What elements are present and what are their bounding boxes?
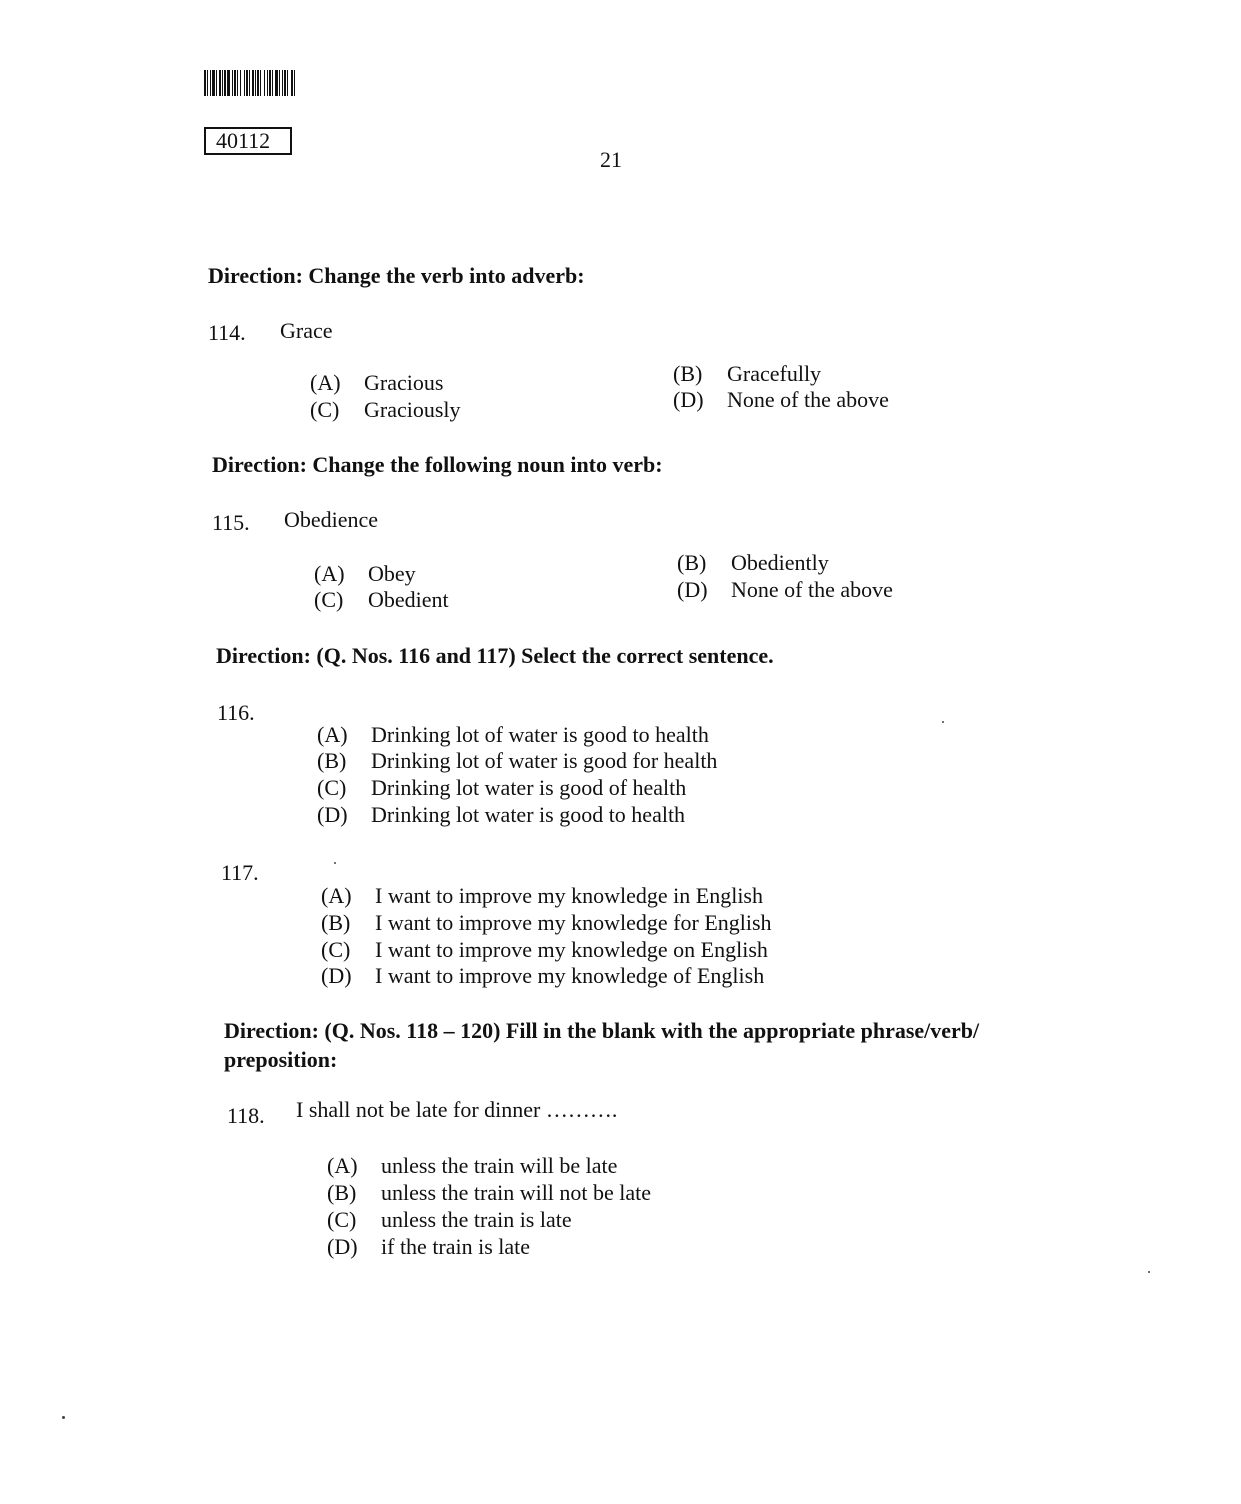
option-a bbox=[310, 370, 443, 396]
option-text: Obedient bbox=[368, 587, 449, 612]
option-text: I want to improve my knowledge for English bbox=[375, 910, 772, 935]
option-label: (B) bbox=[321, 910, 351, 935]
scan-speck bbox=[942, 721, 944, 723]
option-label: (D) bbox=[327, 1234, 358, 1259]
paper-code-box bbox=[204, 127, 292, 155]
option-a bbox=[317, 722, 709, 748]
option-label: (A) bbox=[314, 561, 345, 586]
option-text: Graciously bbox=[364, 397, 461, 422]
option-text: I want to improve my knowledge of English bbox=[375, 963, 765, 988]
option-c bbox=[314, 587, 449, 613]
barcode bbox=[204, 70, 360, 96]
direction-heading: Direction: (Q. Nos. 116 and 117) Select the correct sentence. bbox=[216, 643, 774, 668]
question-text: I shall not be late for dinner ………. bbox=[296, 1097, 618, 1122]
question-text: Obedience bbox=[284, 507, 379, 532]
option-label: (A) bbox=[327, 1153, 358, 1178]
option-d bbox=[317, 802, 685, 828]
option-a bbox=[327, 1153, 617, 1179]
question-number: 115. bbox=[212, 510, 250, 535]
option-text: Drinking lot water is good of health bbox=[371, 775, 687, 800]
option-c bbox=[310, 397, 461, 423]
page-number: 21 bbox=[600, 147, 622, 172]
option-text: I want to improve my knowledge on English bbox=[375, 937, 768, 962]
option-text: if the train is late bbox=[381, 1234, 531, 1259]
option-c bbox=[321, 937, 768, 963]
option-text: Gracious bbox=[364, 370, 444, 395]
option-label: (C) bbox=[321, 937, 351, 962]
direction-heading: Direction: Change the following noun into verb: bbox=[212, 452, 663, 477]
option-label: (C) bbox=[314, 587, 344, 612]
option-b bbox=[317, 748, 717, 774]
option-c bbox=[317, 775, 686, 801]
option-d bbox=[673, 387, 889, 413]
option-a bbox=[321, 883, 763, 909]
barcode-stripe bbox=[295, 70, 297, 96]
option-text: Obediently bbox=[731, 550, 829, 575]
option-a bbox=[314, 561, 416, 587]
option-label: (D) bbox=[321, 963, 352, 988]
option-b bbox=[321, 910, 772, 936]
question-text: Grace bbox=[280, 318, 333, 343]
option-text: None of the above bbox=[727, 387, 889, 412]
option-text: Drinking lot of water is good to health bbox=[371, 722, 709, 747]
option-text: Drinking lot water is good to health bbox=[371, 802, 686, 827]
option-text: None of the above bbox=[731, 577, 893, 602]
option-text: unless the train will not be late bbox=[381, 1180, 652, 1205]
scan-speck bbox=[334, 862, 336, 864]
option-label: (C) bbox=[310, 397, 340, 422]
option-label: (C) bbox=[327, 1207, 357, 1232]
direction-heading: Direction: Change the verb into adverb: bbox=[208, 263, 585, 288]
option-b bbox=[677, 550, 829, 576]
option-label: (A) bbox=[310, 370, 341, 395]
option-label: (B) bbox=[317, 748, 347, 773]
direction-heading-continued: preposition: bbox=[224, 1047, 338, 1072]
direction-heading: Direction: (Q. Nos. 118 – 120) Fill in the blank with the appropriate phrase/verb/ bbox=[224, 1018, 980, 1043]
question-number: 114. bbox=[208, 320, 246, 345]
option-label: (B) bbox=[673, 361, 703, 386]
option-label: (C) bbox=[317, 775, 347, 800]
option-b bbox=[327, 1180, 651, 1206]
option-d bbox=[327, 1234, 530, 1260]
question-number: 117. bbox=[221, 860, 259, 885]
option-d bbox=[677, 577, 893, 603]
option-label: (A) bbox=[317, 722, 348, 747]
option-label: (D) bbox=[317, 802, 348, 827]
option-text: Obey bbox=[368, 561, 416, 586]
paper-code: 40112 bbox=[216, 128, 271, 153]
option-c bbox=[327, 1207, 572, 1233]
scan-speck bbox=[62, 1416, 65, 1419]
option-d bbox=[321, 963, 764, 989]
option-label: (D) bbox=[673, 387, 704, 412]
option-text: unless the train will be late bbox=[381, 1153, 618, 1178]
option-text: unless the train is late bbox=[381, 1207, 572, 1232]
option-b bbox=[673, 361, 821, 387]
question-number: 116. bbox=[217, 700, 255, 725]
option-text: Gracefully bbox=[727, 361, 822, 386]
option-label: (D) bbox=[677, 577, 708, 602]
question-number: 118. bbox=[227, 1103, 265, 1128]
option-label: (B) bbox=[677, 550, 707, 575]
option-text: I want to improve my knowledge in English bbox=[375, 883, 763, 908]
scan-speck bbox=[1148, 1271, 1150, 1273]
option-text: Drinking lot of water is good for health bbox=[371, 748, 718, 773]
option-label: (B) bbox=[327, 1180, 357, 1205]
option-label: (A) bbox=[321, 883, 352, 908]
